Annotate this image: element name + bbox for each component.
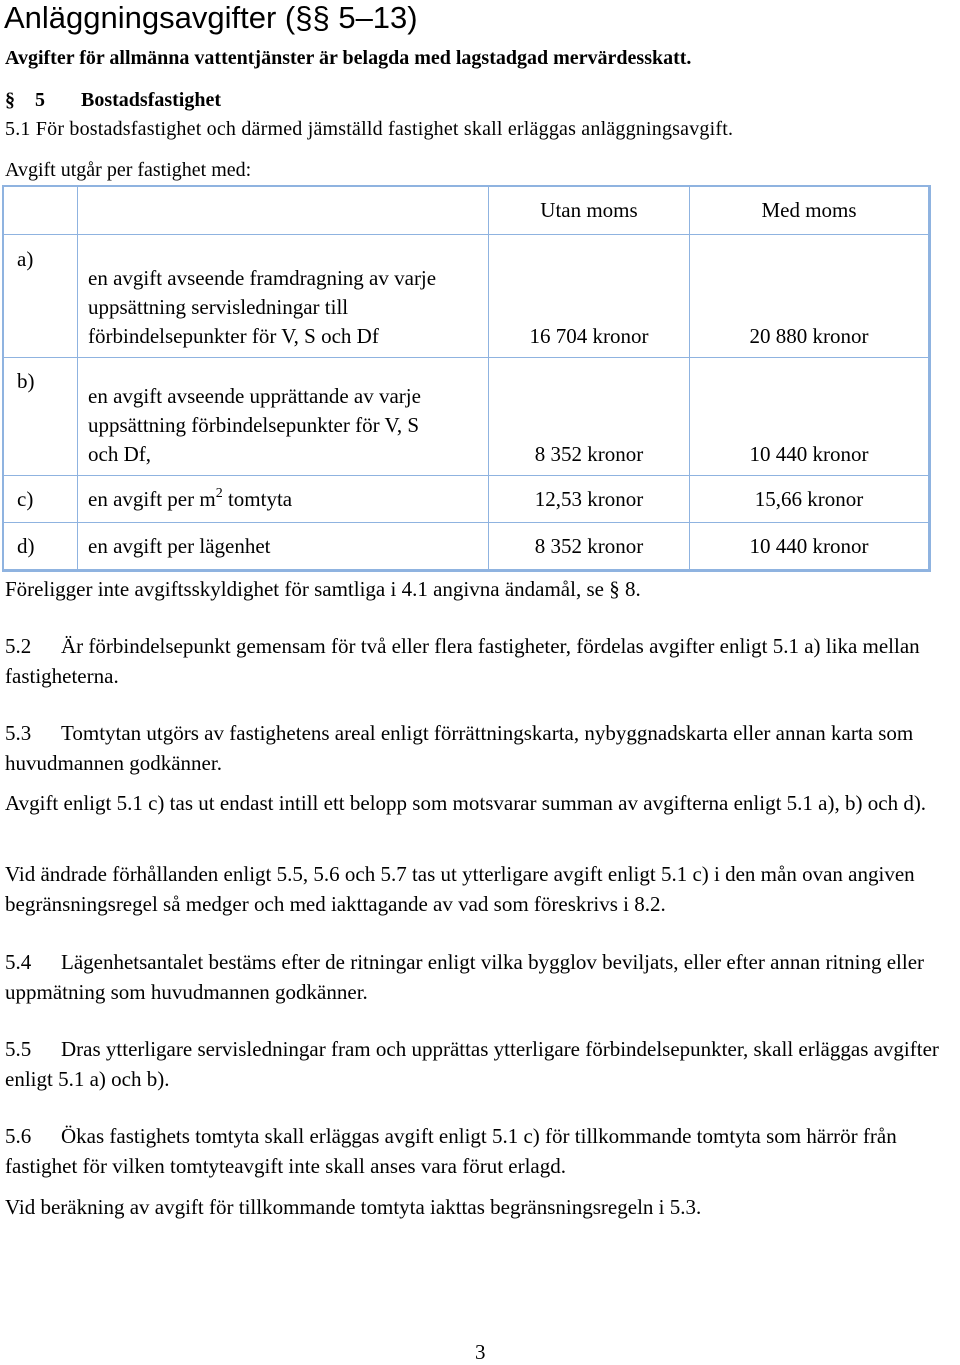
- row-description: en avgift per lägenhet: [78, 523, 489, 571]
- row-description: [78, 235, 489, 358]
- section-number: 5.6: [5, 1124, 32, 1148]
- description-text: en avgift per m: [88, 486, 216, 511]
- amount-without-vat: 8 352 kronor: [489, 523, 690, 571]
- section-number: 5.5: [5, 1037, 32, 1061]
- note-text: Föreligger inte avgiftsskyldighet för samtliga i 4.1 angivna ändamål, se: [5, 577, 610, 601]
- table-row: [3, 235, 930, 358]
- description-line: förbindelsepunkter för V, S och Df: [88, 324, 379, 348]
- section-number: 5.2: [5, 634, 32, 658]
- paragraph-avgift: Avgift enligt 5.1 c) tas ut endast intill ett belopp som motsvarar summan av avgifterna enligt 5.1 a), b) och d).: [5, 791, 927, 815]
- page-number: 3: [475, 1340, 486, 1364]
- table-row: [3, 523, 930, 571]
- row-letter: b): [3, 358, 78, 476]
- section-text: Tomtytan utgörs av fastighetens areal enligt förrättningskarta, nybyggnadskarta eller annan karta som huvudmannen godkänner.: [5, 721, 914, 775]
- section-5-5: [5, 1034, 960, 1094]
- section-number: 5: [35, 89, 45, 111]
- section-number: 5.3: [5, 721, 32, 745]
- amount-without-vat: 8 352 kronor: [489, 358, 690, 476]
- section-number: 5.4: [5, 950, 32, 974]
- exemption-note: [5, 574, 641, 604]
- section-text: Är förbindelsepunkt gemensam för två eller flera fastigheter, fördelas avgifter enligt 5.1 a) lika mellan fastigheterna.: [5, 634, 920, 688]
- paragraph-changed-conditions: Vid ändrade förhållanden enligt 5.5, 5.6 och 5.7 tas ut ytterligare avgift enligt 5.1 c) i den mån ovan angiven begränsningsregel så medger och med iakttagande av vad som föreskrivs i 8.2.: [5, 862, 915, 916]
- paragraph-final: Vid beräkning av avgift för tillkommande tomtyta iakttas begränsningsregeln i 5.3.: [5, 1195, 702, 1219]
- description-line: uppsättning servisledningar till: [88, 295, 349, 319]
- table-header-row: [3, 186, 930, 235]
- intro-text: Avgift utgår per fastighet med:: [5, 159, 252, 181]
- row-letter: d): [3, 523, 78, 571]
- header-without-vat: Utan moms: [489, 186, 690, 235]
- section-5-2: [5, 631, 960, 691]
- amount-without-vat: 16 704 kronor: [489, 235, 690, 358]
- header-empty-cell: [78, 186, 489, 235]
- table-row: [3, 476, 930, 523]
- section-symbol: §: [5, 89, 15, 111]
- row-description: [78, 358, 489, 476]
- description-line: och Df,: [88, 442, 151, 466]
- section-5-6: [5, 1121, 960, 1181]
- row-letter: c): [3, 476, 78, 523]
- fee-table: [2, 185, 931, 572]
- page-title: Anläggningsavgifter (§§ 5–13): [4, 0, 418, 35]
- section-heading-text: Bostadsfastighet: [81, 89, 222, 111]
- table-row: [3, 358, 930, 476]
- header-with-vat: Med moms: [690, 186, 930, 235]
- section-symbol: §: [609, 577, 620, 601]
- row-letter: a): [3, 235, 78, 358]
- section-text: Ökas fastighets tomtyta skall erläggas avgift enligt 5.1 c) för tillkommande tomtyta som härrör från fastighet för vilken tomtyteavgift inte skall anses vara förut erlagd.: [5, 1124, 897, 1178]
- note-text: 8.: [619, 577, 641, 601]
- description-text: tomtyta: [222, 486, 293, 511]
- section-5-3: [5, 718, 960, 778]
- amount-with-vat: 10 440 kronor: [690, 523, 930, 571]
- amount-with-vat: 15,66 kronor: [690, 476, 930, 523]
- description-line: uppsättning förbindelsepunkter för V, S: [88, 413, 420, 437]
- section-text: Lägenhetsantalet bestäms efter de ritningar enligt vilka bygglov beviljats, eller efter annan ritning eller uppmätning som huvudmannen godkänner.: [5, 950, 925, 1004]
- amount-with-vat: 10 440 kronor: [690, 358, 930, 476]
- row-description: [78, 476, 489, 523]
- header-empty-cell: [3, 186, 78, 235]
- vat-note: Avgifter för allmänna vattentjänster är belagda med lagstadgad mervärdesskatt.: [5, 47, 692, 69]
- amount-with-vat: 20 880 kronor: [690, 235, 930, 358]
- amount-without-vat: 12,53 kronor: [489, 476, 690, 523]
- description-line: en avgift avseende upprättande av varje: [88, 384, 421, 408]
- superscript: 2: [215, 485, 223, 501]
- section-text: Dras ytterligare servisledningar fram och upprättas ytterligare förbindelsepunkter, skall erläggas avgifter enligt 5.1 a) och b).: [5, 1037, 939, 1091]
- section-5-1-text: 5.1 För bostadsfastighet och därmed jämställd fastighet skall erläggas anläggningsavgift.: [5, 118, 734, 140]
- section-5-heading: [5, 88, 221, 112]
- description-line: en avgift avseende framdragning av varje: [88, 266, 437, 290]
- section-5-4: [5, 947, 960, 1007]
